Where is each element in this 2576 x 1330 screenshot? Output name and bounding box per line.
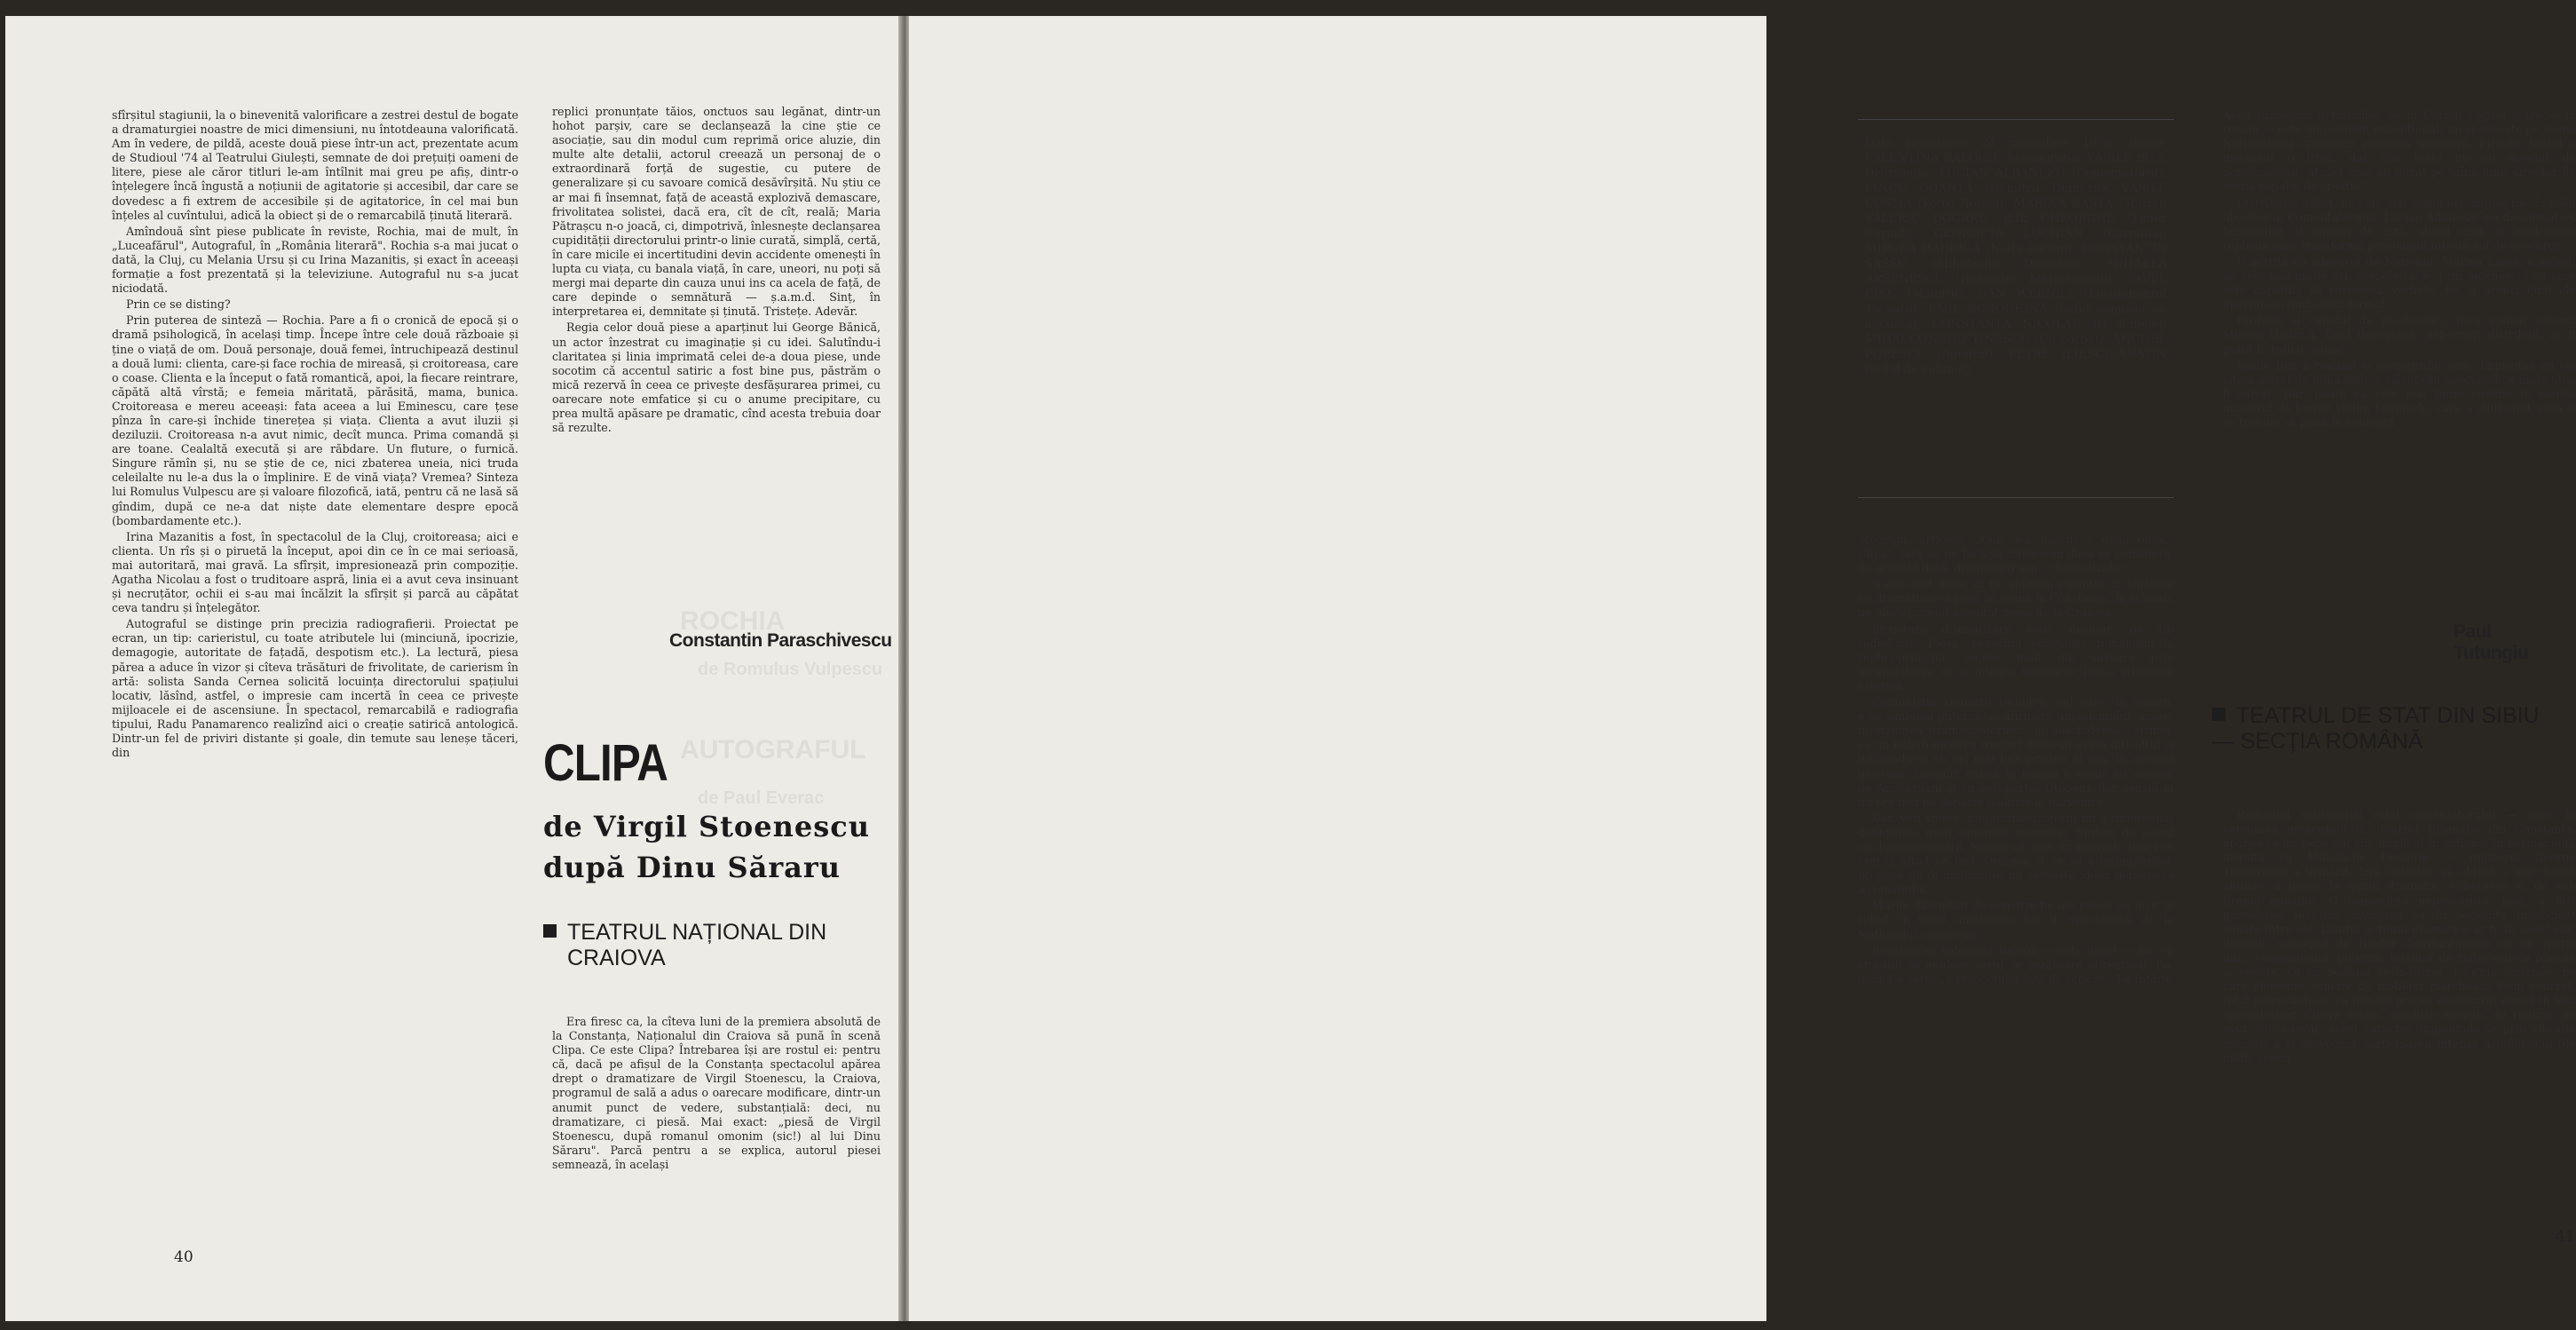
paragraph: Comunistul Dumitru Dumitru, cel care, în roman, este simbolul puternic al afirmării umanismului, apare, în viziunea dramatizatorului, la deschiderea cortinei, ca un nabab modern trecînd dintr-un avion într-altul și întîlnindu-se cu cel mai bun prieten al său, în aceeași ipostază. Desigur, există în roman o scenă cu avionul de Amsterdam și cu aeroportul Otopeni, dar sensul ei nu era nici pe departe o aluzie la parvenire. [1858, 695, 2174, 809]
paragraph: Autograful se distinge prin precizia radiografierii. Proiectat pe ecran, un tip: carieristul, cu toate atributele lui (minciună, ipocrizie, demagogie, autoritate de fațadă, despotism etc.). La lectură, piesa părea a aduce în vizor și cîteva trăsături de frivolitate, de carierism în artă: solista Sanda Cernea solicită locuința directorului spațiului locativ, lăsînd, astfel, o impresie cam incertă în ceea ce privește mijloacele ei de ascensiune. În spectacol, remarcabilă e radiografia tipului, Radu Panamarenco realizînd aici o creație satirică antologică. Dintr-un fel de priviri distante și goale, din temute sau leneșe tăceri, din [112, 617, 518, 760]
credits-box [1858, 119, 2174, 498]
paragraph: Structura dramatizării este, desigur, de tip radiofonic. Piesa, reducînd substanța romanului la replici-principii, pierde mult din savoare prin incapacitatea de a integra tablourile într-o structură estetică. [1858, 621, 2174, 693]
paragraph: Dar, veți spune, nici dramatizatorul nu a intenționat denigrarea unui comunist exemplar. Sîntem de acord cu dumneavoastră. Numai că, zice un proverb, una-i ce vrei și alta-i ce faci. Ordinea și selecția întîmplărilor, propusă de dramatizator, nu servește ideea generoasă a romanului. [1858, 811, 2174, 897]
section-heading-sibiu [2212, 703, 2567, 755]
clipa-source-line: după Dinu Săraru [543, 851, 842, 884]
paragraph: O actriță cu adevărat de Național, Marina Bașta, a salvat, de cele mai multe ori, scenele false, prin omenescul cu care este capabilă să rostească vorbele, fie și atunci cînd ele aparțineau limbajului formal. [2223, 254, 2576, 312]
paragraph: Era firesc ca, la cîteva luni de la premiera absolută de la Constanța, Naționalul din Craiova să pună în scenă Clipa. Ce este Clipa? Întrebarea își are rostul ei: pentru că, dacă pe afișul de la Constanța spectacolul apărea drept o dramatizare de Virgil Stoenescu, la Craiova, programul de sală a adus o oarecare modificare, dintr-un anumit punct de vedere, substanțială: deci, nu dramatizare, ci piesă. Mai exact: „piesă de Virgil Stoenescu, după romanul omonim (sic!) al lui Dinu Săraru". Parcă pentru a se explica, autorul piesei semnează, în același [552, 1015, 881, 1171]
ghost-text-rochia: ROCHIA [680, 606, 786, 636]
section-heading-line-2: — SECȚIA ROMÂNĂ [2212, 729, 2423, 754]
right-col-2 [2223, 108, 2576, 621]
paragraph: Reducînd substanțial rolul comentatorului — care, în versiunea prezentată de Teatrul Dramatic din Constanța, apărea ca un personaj viu, implicat în acțiune, în permanentă dispută cu Mihalache Dometie — regizorul George Teodorescu a urmărit, fără îndoială, să obțină o mai decisă aliniere a piesei la genul dramatic, eliberarea ei de sub tirania epicului. O consecință neprevăzută, însă, a fost parcelarea textului, divizarea sa în secvențe insuficient sudate între ele. Liantul acțiunii dramatice ar fi, în acest caz, decorul, conceput de Teodor Constantinescu ca un spațiu unic, convențional, puternic luminat de reflectoarele plasate la vedere, cu un podium de înălțime și formă variabile, pe care elemente sumare de mobilier marchează locul concret, totul petrecîndu-se ca într-un proces desfășurat direct în fața spectatorilor. Cîteva scene, conduse energic de regizor, au avut, într-adevăr, acest caracter, impunîndu-se prin vibrația dramatică și provocînd participarea intensă a publicului (de pildă, scena [2223, 808, 2576, 1065]
section-heading-line-1: TEATRUL DE STAT DIN SIBIU [2236, 703, 2540, 728]
paragraph: Distribuția a fost, de cele mai multe ori, improprie. În rolul obositor al Comentatorului, Lucian Albanezu s-a descurcat cu bunul-simț al omului de artă, știind cînd să edulcoreze replicile care transformă personajul într-un soi de procuror. [2223, 195, 2576, 252]
paragraph: Vasile Buz a realizat o scenografie care, împreună cu cei cîțiva actori de mîna întîi, a salvat din spectacol ce mai putea fi salvat. Dar, poate că cele mai bune cuvinte le merită maestrul de lumini Vadim Levinschi, care a știut cînd, cum și ce trebuie să pună în evidență. [2223, 358, 2576, 429]
paragraph: Irina Mazanitis a fost, în spectacolul de la Cluj, croitoreasa; aici e clienta. Un rîs și o piruetă la început, apoi din ce în ce mai serioasă, mai autoritară, mai gravă. La sfîrșit, impresionează prin compoziție. Agatha Nicolau a fost o truditoare aspră, linia ei a avut ceva insinuant și necruțător, ochii ei s-au mai încălzit la sfîrșit și parcă au căpătat ceva tandru și înțelegător. [112, 529, 518, 615]
ghost-text-rochia-author: de Romulus Vulpescu [698, 660, 883, 679]
paragraph: replici pronunțate tăios, onctuos sau legănat, dintr-un hohot parșiv, care se declanșează la cine știe ce asociație, sau din modul cum reprimă orice aluzie, din multe alte detalii, actorul creează un personaj de o extraordinară forță de sugestie, cu putere de generalizare și cu savoare comică desăvîrșită. Nu știu ce ar mai fi însemnat, față de această explozivă demascare, frivolitatea solistei, dacă era, cît de cît, reală; Maria Pătrașcu n-o joacă, ci, dimpotrivă, înlesnește declanșarea cupidității directorului printr-o linie curată, simplă, certă, în care micile ei incertitudini devin accidente omenești în lupta cu viața, cu banala viață, în care, uneori, nu poți să mergi mai departe din cauza unui ins ca acela de față, de care depinde o semnătură — ș.a.m.d. Sinț, în interpretarea ei, demnitate și ținută. Tristețe. Adevăr. [552, 105, 881, 319]
clipa-title: CLIPA [543, 734, 668, 792]
paragraph: Regia celor două piese a aparținut lui George Bănică, un actor înzestrat cu imaginație și cu idei. Salutîndu-i claritatea și linia imprimată celei de-a doua piese, unde socotim că accentul satiric a fost bine pus, păstrăm o mică rezervă în ceea ce privește desfășurarea primei, cu oarecare note emfatice și cu o anume precipitare, cu prea multă apăsare pe dramatic, cînd acesta trebuia doar să rezulte. [552, 321, 881, 435]
square-bullet-icon [543, 924, 557, 938]
left-col-2-bottom [552, 1015, 881, 1228]
left-col-2 [552, 105, 881, 602]
paragraph: Profund și capabil de plasticizări, ne-a apărut actorul Mircea Hadîrcă. Emil Boroghină, nepotrivit distribuit, ar fi putut fi, totuși, comic. [2223, 313, 2576, 356]
paragraph: program, articolul „Cum s-a născut a doua oară... Clipa", fără să ne facă să înțelegem dacă se consideră, de această dată, dramaturg sau... dramatizator. [1858, 533, 2174, 575]
credits-text [1865, 136, 2167, 379]
left-page [5, 16, 903, 1321]
section-heading-line-1: TEATRUL NAȚIONAL DIN [567, 920, 827, 945]
signature-paul-tutungiu: Paul Tutungiu [2454, 621, 2529, 663]
square-bullet-icon [2212, 708, 2225, 721]
left-col-1 [112, 108, 518, 1032]
paragraph: Marile dificultăți de construcție ale piesei au ieșit în relief, în toată amploarea lor, în spectacolul de la Naționalul craiovean. [1858, 899, 2174, 941]
paragraph: Acea răzmeriță a țăranilor de la Cornul Caprei (care — în roman — este un moment excepțional) nu-și găsește pe scena Naționalului craiovean expresia necesară. Firește, textul a însemnat o frînă, dar cîte texte nu au devenit de nerecunoscut, atunci cînd au intrat pe mîna unui director de scenă capabil de creație? [2223, 108, 2576, 194]
right-col-1 [1858, 533, 2174, 1243]
clipa-author-line: de Virgil Stoenescu [543, 810, 870, 843]
signature-constantin-paraschivescu: Constantin Paraschivescu [669, 630, 892, 651]
section-heading-line-2: CRAIOVA [567, 946, 666, 970]
right-page [909, 16, 2576, 1321]
paragraph: Amîndouă sînt piese publicate în reviste, Rochia, mai de mult, în „Luceafărul", Autograful, în „România literară". Rochia s-a mai jucat o dată, la Cluj, cu Melania Ursu și cu Irina Mazanitis, și exact în aceeași formație a fost prezentată și la televiziune. Autograful nu s-a jucat niciodată. [112, 224, 518, 296]
ghost-text-autograful: AUTOGRAFUL [680, 735, 866, 764]
paragraph: sfîrșitul stagiunii, la o binevenită valorificare a zestrei destul de bogate a dramaturgiei noastre de mici dimensiuni, nu întotdeauna valorificată. Am în vedere, de pildă, aceste două piese într-un act, prezentate acum de Studioul '74 al Teatrului Giulești, semnate de doi prețuiți oameni de litere, piese ale căror titluri le-am întîlnit mai greu pe afiș, dintr-o înțelegere încă îngustă a noțiunii de agitatorie și accesibil, dar care se dovedesc a fi extrem de accesibile și de agitatorice, în cel mai bun înțeles al cuvîntului, adică la obiect și de o remarcabilă ținută literară. [112, 108, 518, 222]
page-number: 41 [2556, 1228, 2575, 1246]
section-heading-craiova [543, 920, 881, 971]
ghost-text-autograful-author: de Paul Everac [698, 788, 825, 808]
page-number: 40 [174, 1248, 194, 1266]
paragraph: Prin ce se disting? [126, 297, 231, 312]
paragraph: Prin puterea de sinteză — Rochia. Pare a fi o cronică de epocă și o dramă psihologică, în același timp. Începe între cele două războaie și ține o viață de om. Două personaje, două femei, întruchipează destinul a două lumi: clienta, care-și face rochia de mireasă, și croitoreasa, care o coase. Clienta e la început o fată romantică, apoi, la fiecare reintrare, căpătă altă vîrstă; e femeia măritată, părăsită, mama, bunica. Croitoreasa e mereu aceeași: fata acеea a lui Eminescu, care țese pînza în care-și închide tinerețea și viața. Clienta a avut iluzii și deziluzii. Croitoreasa n-a avut nimic, decît munca. Prima comandă și are toane. Cealaltă execută și are răbdare. Un fluture, o furnică. Singure rămîn și, nu se știe de ce, nici zbaterea uneia, nici truda celeilalte nu le-a dus la o împlinire. E de vină viața? Vremea? Sinteza lui Romulus Vulpescu are și valoare filozofică, iată, pentru că ne lasă să gîndim, după ce ne-a dat niște date elementare despre epocă (bombardamente etc.). [112, 313, 518, 527]
credits-paragraph: Data premierei: 24 noiembrie 1978. Regia: VALENTINA BALOGH. Scenografia: VASILE BUZ. Distribuția: LUCIAN ALBANEZU (Comentatorul); IANCU GOANȚĂ (Dumitru Dumitru); VASILE COSMA (Petre Nobilu); MARINA BAȘTA (Măria); VALERIU DOGARU, ILIE GHEORGHE (Tudor Cernat); GEORGETA LUCHIAN (Carmina); MIRCEA HADÎRCĂ (Năiță Lucian); CONSTANTIN SASSU (Mihalache Dometie); MIHAELA ARSENESCU (Ruxandra Mărăcineanu); PAVEL CÎSU (Maiorul); DAN WERNER (Locotenentul Turbatu); EMIL BOROGHINĂ (Șeful comisiei de anchetă); CONSTANȚA NICOLAU (O femeie); MIHAI CONSTANTINESCU (Un bărbat); ANGHEL POPESCU (Agentul); PETRE ILIESCU-ANATIN (Șeful de cabinet). [1865, 137, 2167, 376]
paragraph: Regizoarea Valentina Balogh — este drept — nu s-a străduit să anuleze aerul de șezătoare al textului. Ba, jucînd o carte „a respectului față de scriere", l-a întărit. [1858, 943, 2175, 986]
right-col-2-bottom [2223, 808, 2576, 1216]
paragraph: N-am avut unde să ne spunem cuvîntul în legătură cu dramatizarea pusă în scenă la Constanța. În schimb, ne oferă prilejul așteptat piesa de la Craiova. [1858, 577, 2174, 620]
